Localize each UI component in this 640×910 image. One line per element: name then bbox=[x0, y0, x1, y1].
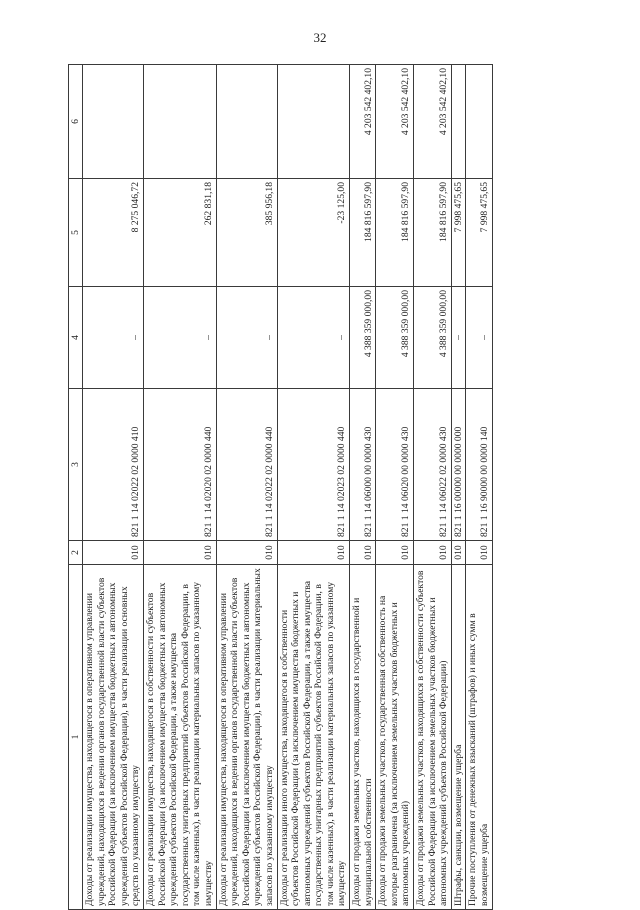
table-row bbox=[83, 65, 144, 910]
row-unexecuted: 4 203 542 402,10 bbox=[414, 65, 452, 179]
table-row bbox=[143, 65, 216, 910]
table-row bbox=[414, 65, 452, 910]
row-name: Доходы от реализации иного имущества, находящегося в собственности субъектов Российской Федерации (за исключением имущества бюджетных и автономных учреждений субъектов Российской Федерации, а также имущества государственных унитарных предприятий субъектов Российской Федерации, в том числе казенных), в части реализации материальных запасов по указанному имуществу bbox=[277, 565, 350, 910]
row-budget-code: 821 1 14 02022 02 0000 410 bbox=[83, 389, 144, 541]
row-executed: 262 831,18 bbox=[143, 179, 216, 287]
row-name: Доходы от реализации имущества, находящегося в собственности субъектов Российской Федерации (за исключением имущества бюджетных и автономных учреждений субъектов Российской Федерации, а также имущества государственных унитарных предприятий субъектов Российской Федерации, в том числе казенных), в части реализации материальных запасов по указанному имуществу bbox=[143, 565, 216, 910]
row-line-code: 010 bbox=[216, 541, 277, 565]
row-unexecuted bbox=[83, 65, 144, 179]
table-row bbox=[466, 65, 492, 910]
row-approved: – bbox=[466, 287, 492, 389]
table-row bbox=[277, 65, 350, 910]
row-approved: 4 388 359 000,00 bbox=[414, 287, 452, 389]
row-line-code: 010 bbox=[451, 541, 466, 565]
row-budget-code: 821 1 14 02022 02 0000 440 bbox=[216, 389, 277, 541]
row-approved: 4 388 359 000,00 bbox=[350, 287, 376, 389]
row-budget-code: 821 1 16 90000 00 0000 140 bbox=[466, 389, 492, 541]
header-col-4: 4 bbox=[69, 287, 83, 389]
row-budget-code: 821 1 14 06000 00 0000 430 bbox=[350, 389, 376, 541]
row-approved: – bbox=[83, 287, 144, 389]
row-budget-code: 821 1 14 02023 02 0000 440 bbox=[277, 389, 350, 541]
row-approved: – bbox=[143, 287, 216, 389]
row-name: Доходы от продажи земельных участков, государственная собственность на которые разграничена (за исключением земельных участков бюджетных и автономных учреждений) bbox=[376, 565, 414, 910]
page-number: 32 bbox=[313, 30, 327, 45]
row-approved: – bbox=[451, 287, 466, 389]
row-executed: 184 816 597,90 bbox=[350, 179, 376, 287]
row-name: Штрафы, санкции, возмещение ущерба bbox=[451, 565, 466, 910]
rotated-sheet bbox=[68, 65, 603, 910]
row-approved: 4 388 359 000,00 bbox=[376, 287, 414, 389]
row-executed: 7 998 475,65 bbox=[451, 179, 466, 287]
row-name: Доходы от продажи земельных участков, находящихся в собственности субъектов Российской Федерации (за исключением земельных участков бюджетных и автономных учреждений субъектов Российской Федерации) bbox=[414, 565, 452, 910]
header-col-5: 5 bbox=[69, 179, 83, 287]
table-row bbox=[451, 65, 466, 910]
row-unexecuted: 4 203 542 402,10 bbox=[376, 65, 414, 179]
row-unexecuted bbox=[451, 65, 466, 179]
row-name: Прочие поступления от денежных взысканий (штрафов) и иных сумм в возмещение ущерба bbox=[466, 565, 492, 910]
header-col-1: 1 bbox=[69, 565, 83, 910]
row-executed: 8 275 046,72 bbox=[83, 179, 144, 287]
header-col-2: 2 bbox=[69, 541, 83, 565]
table-row bbox=[376, 65, 414, 910]
row-line-code: 010 bbox=[143, 541, 216, 565]
row-line-code: 010 bbox=[376, 541, 414, 565]
row-line-code: 010 bbox=[466, 541, 492, 565]
row-unexecuted bbox=[216, 65, 277, 179]
row-approved: – bbox=[216, 287, 277, 389]
row-executed: 184 816 597,90 bbox=[376, 179, 414, 287]
row-name: Доходы от реализации имущества, находящегося в оперативном управлении учреждений, находящихся в ведении органов государственной власти субъектов Российской Федерации (за исключением имущества бюджетных и автономных учреждений субъектов Российской Федерации), в части реализации материальных запасов по указанному имуществу bbox=[216, 565, 277, 910]
table-header-row bbox=[69, 65, 83, 910]
row-executed: 7 998 475,65 bbox=[466, 179, 492, 287]
revenue-table bbox=[68, 64, 493, 910]
row-budget-code: 821 1 14 02020 02 0000 440 bbox=[143, 389, 216, 541]
row-budget-code: 821 1 16 00000 00 0000 000 bbox=[451, 389, 466, 541]
row-name: Доходы от продажи земельных участков, находящихся в государственной и муниципальной собственности bbox=[350, 565, 376, 910]
row-budget-code: 821 1 14 06022 02 0000 430 bbox=[414, 389, 452, 541]
row-executed: 385 956,18 bbox=[216, 179, 277, 287]
table-row bbox=[216, 65, 277, 910]
row-unexecuted bbox=[277, 65, 350, 179]
header-col-6: 6 bbox=[69, 65, 83, 179]
table-row bbox=[350, 65, 376, 910]
row-unexecuted: 4 203 542 402,10 bbox=[350, 65, 376, 179]
row-budget-code: 821 1 14 06020 00 0000 430 bbox=[376, 389, 414, 541]
row-executed: -23 125,00 bbox=[277, 179, 350, 287]
row-line-code: 010 bbox=[277, 541, 350, 565]
row-approved: – bbox=[277, 287, 350, 389]
header-col-3: 3 bbox=[69, 389, 83, 541]
rotated-table-frame bbox=[68, 65, 603, 910]
row-unexecuted bbox=[466, 65, 492, 179]
row-line-code: 010 bbox=[350, 541, 376, 565]
row-line-code: 010 bbox=[414, 541, 452, 565]
row-line-code: 010 bbox=[83, 541, 144, 565]
row-executed: 184 816 597,90 bbox=[414, 179, 452, 287]
row-name: Доходы от реализации имущества, находящегося в оперативном управлении учреждений, находящихся в ведении органов государственной власти субъектов Российской Федерации (за исключением имущества бюджетных и автономных учреждений субъектов Российской Федерации), в части реализации основных средств по указанному имуществу bbox=[83, 565, 144, 910]
row-unexecuted bbox=[143, 65, 216, 179]
